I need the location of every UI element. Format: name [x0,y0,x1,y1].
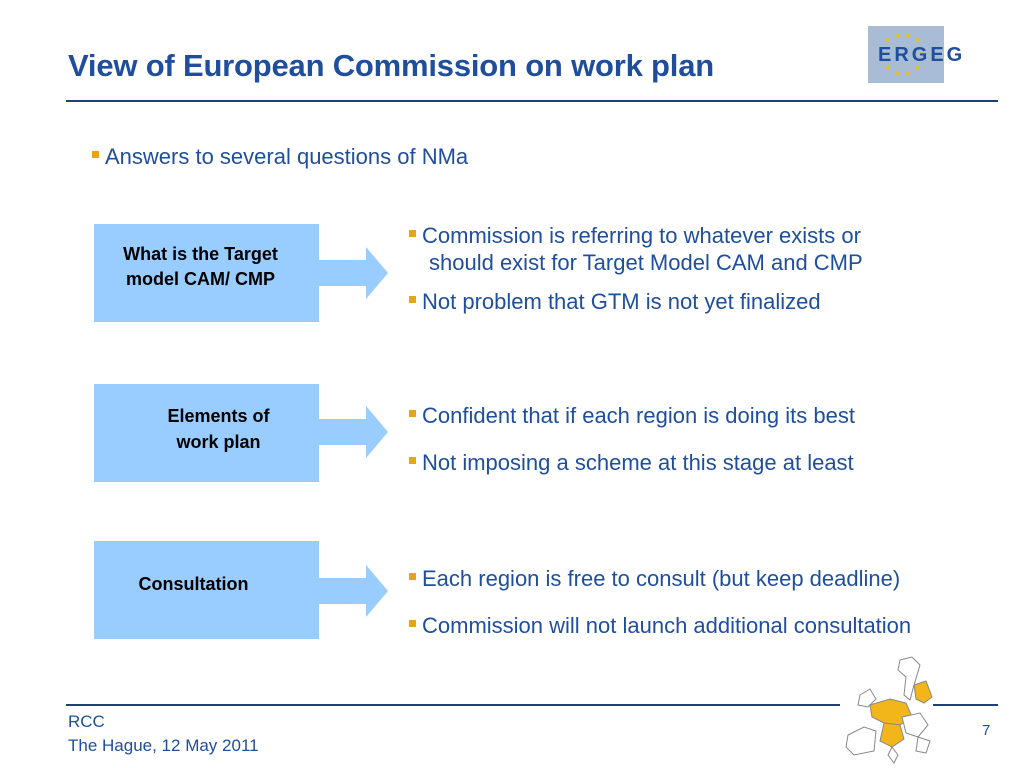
bullet-marker [92,151,99,158]
topic-box-label-line2: work plan [176,432,261,452]
point-item [409,288,863,315]
point-item [409,222,863,276]
footer-line2: The Hague, 12 May 2011 [68,736,259,755]
row-points-elements [409,402,855,488]
topic-box-target-model [94,224,319,322]
footer-divider-left [66,704,840,706]
bullet-marker [409,573,416,580]
title-divider [66,100,998,102]
point-text: Not problem that GTM is not yet finalized [422,289,821,314]
right-arrow-icon [318,565,390,617]
bullet-marker [409,457,416,464]
topic-box-label-line1: Consultation [138,574,249,594]
point-item [409,402,855,429]
point-item [409,449,855,476]
point-text: Confident that if each region is doing its best [422,403,855,428]
point-text: Commission will not launch additional consultation [422,613,912,638]
topic-box-label-line1: What is the Target [123,244,278,264]
point-text: Not imposing a scheme at this stage at least [422,450,854,475]
bullet-marker [409,296,416,303]
bullet-marker [409,620,416,627]
intro-bullet [92,144,468,170]
intro-bullet-text: Answers to several questions of NMa [105,144,469,169]
footer-line1: RCC [68,712,105,731]
topic-box-label-line2: model CAM/ CMP [125,269,275,289]
point-item [409,565,911,592]
bullet-marker [409,230,416,237]
logo-text: ERGEG [878,44,966,66]
point-item [409,612,911,639]
bullet-marker [409,410,416,417]
footer-divider-right [933,704,998,706]
topic-box-label-line1: Elements of [167,406,270,426]
row-points-target-model [409,222,863,327]
footer-text [68,710,259,758]
right-arrow-icon [318,406,390,458]
right-arrow-icon [318,247,390,299]
point-text: Commission is referring to whatever exists or [422,223,861,248]
europe-map-icon [840,655,936,765]
slide-title: View of European Commission on work plan [68,48,714,83]
topic-box-consultation [94,541,319,639]
page-number: 7 [982,722,991,739]
row-points-consultation [409,565,911,651]
topic-box-elements [94,384,319,482]
point-text-continued: should exist for Target Model CAM and CMP [429,250,863,275]
point-text: Each region is free to consult (but keep deadline) [422,566,901,591]
